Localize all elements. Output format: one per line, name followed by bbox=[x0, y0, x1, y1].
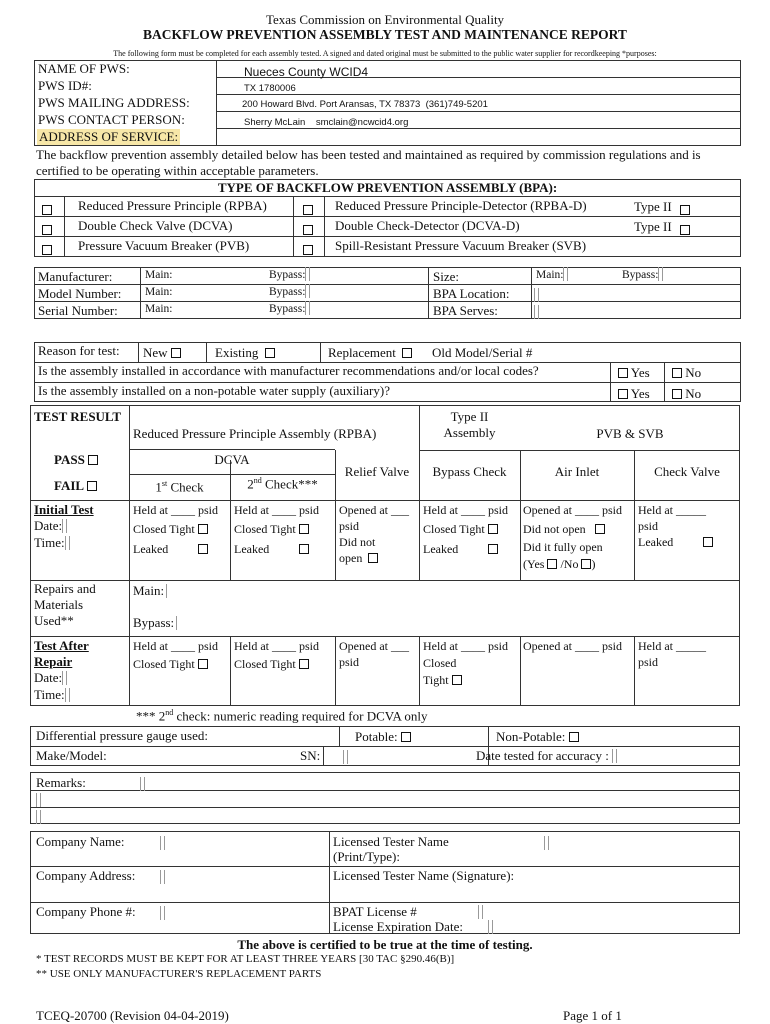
initial-first-check-held-at[interactable]: Held at ____ psid bbox=[133, 503, 219, 517]
serves-label: BPA Serves: bbox=[433, 303, 498, 318]
pws-mailing-label: PWS MAILING ADDRESS: bbox=[38, 95, 190, 110]
pws-id-field[interactable]: TX 1780006 bbox=[244, 83, 296, 94]
initial-air-inlet-opened-at[interactable]: Opened at ____ psid bbox=[523, 503, 622, 517]
pws-id-label: PWS ID#: bbox=[38, 78, 92, 93]
model-label: Model Number: bbox=[38, 286, 122, 301]
after-check-valve[interactable]: Held at _____ psid bbox=[638, 639, 706, 669]
after-air-inlet-opened-at[interactable]: Opened at ____ psid bbox=[523, 639, 622, 653]
initial-air-inlet-did-not-open[interactable]: Did not open bbox=[523, 521, 605, 538]
pvb-checkbox[interactable] bbox=[42, 241, 52, 259]
install-codes-yes[interactable]: Yes bbox=[618, 365, 650, 381]
initial-second-check-held-at[interactable]: Held at ____ psid bbox=[234, 503, 320, 517]
initial-second-check-closed-tight[interactable]: Closed Tight bbox=[234, 521, 309, 538]
tester-signature-label: Licensed Tester Name (Signature): bbox=[333, 868, 515, 883]
agency-name: Texas Commission on Environmental Quality bbox=[265, 12, 505, 27]
manufacturer-bypass-field[interactable]: Bypass: bbox=[269, 267, 310, 284]
reason-label: Reason for test: bbox=[38, 343, 120, 358]
svb-checkbox[interactable] bbox=[303, 241, 313, 259]
fail-checkbox[interactable] bbox=[87, 481, 97, 491]
serial-main-label: Main: bbox=[145, 303, 173, 315]
reason-replacement-checkbox[interactable] bbox=[402, 348, 412, 358]
pws-mailing-field[interactable]: 200 Howard Blvd. Port Aransas, TX 78373 (361)749-5201 bbox=[242, 99, 488, 110]
bpat-license-field[interactable] bbox=[478, 903, 483, 921]
dcva-label: Double Check Valve (DCVA) bbox=[78, 218, 233, 233]
reason-new[interactable]: New bbox=[143, 345, 181, 361]
test-after-repair-label: Test After Repair bbox=[34, 638, 89, 669]
repairs-main-field[interactable]: Main: bbox=[133, 583, 167, 599]
manufacturer-label: Manufacturer: bbox=[38, 269, 113, 284]
pvb-svb-header: PVB & SVB bbox=[596, 426, 664, 441]
initial-first-check-closed-tight[interactable]: Closed Tight bbox=[133, 521, 208, 538]
pws-contact-label: PWS CONTACT PERSON: bbox=[38, 112, 185, 127]
initial-bypass-leaked[interactable]: Leaked bbox=[423, 541, 498, 558]
dcva-footnote: *** 2nd check: numeric reading required for DCVA only bbox=[136, 708, 428, 724]
license-expiration-field[interactable] bbox=[488, 918, 493, 936]
remarks-label: Remarks: bbox=[36, 775, 86, 790]
remarks-line-2[interactable] bbox=[36, 791, 41, 809]
initial-test-label: Initial Test bbox=[34, 502, 94, 517]
reason-existing[interactable]: Existing bbox=[215, 345, 275, 361]
pws-contact-field[interactable]: Sherry McLain smclain@ncwcid4.org bbox=[244, 117, 409, 128]
install-codes-no[interactable]: No bbox=[672, 365, 701, 381]
initial-date-field[interactable]: Date: bbox=[34, 518, 67, 534]
repairs-label: Repairs and Materials Used** bbox=[34, 581, 96, 628]
second-check-header: 2nd Check*** bbox=[247, 476, 318, 492]
records-note: * TEST RECORDS MUST BE KEPT FOR AT LEAST THREE YEARS [30 TAC §290.46(B)] bbox=[36, 953, 455, 965]
company-phone-field[interactable] bbox=[160, 904, 165, 922]
page-number: Page 1 of 1 bbox=[563, 1008, 622, 1023]
tester-name-field[interactable] bbox=[544, 834, 549, 852]
parts-note: ** USE ONLY MANUFACTURER'S REPLACEMENT PARTS bbox=[36, 968, 322, 980]
manufacturer-main-label: Main: bbox=[145, 269, 173, 281]
old-model-serial-field[interactable]: Old Model/Serial # bbox=[432, 345, 533, 360]
reason-replacement[interactable]: Replacement bbox=[328, 345, 412, 361]
install-codes-yes-checkbox[interactable] bbox=[618, 368, 628, 378]
initial-air-inlet-yes-no[interactable]: (Yes /No ) bbox=[523, 557, 596, 571]
reason-existing-checkbox[interactable] bbox=[265, 348, 275, 358]
serial-bypass-field[interactable]: Bypass: bbox=[269, 301, 310, 318]
rpba-label: Reduced Pressure Principle (RPBA) bbox=[78, 198, 267, 213]
reason-new-checkbox[interactable] bbox=[171, 348, 181, 358]
gauge-date-tested-field[interactable]: Date tested for accuracy : bbox=[476, 748, 617, 764]
form-title: BACKFLOW PREVENTION ASSEMBLY TEST AND MAINTENANCE REPORT bbox=[143, 27, 627, 42]
after-bypass[interactable]: Held at ____ psid Closed Tight bbox=[423, 639, 509, 687]
service-address-field[interactable] bbox=[216, 129, 741, 145]
initial-time-field[interactable]: Time: bbox=[34, 535, 70, 551]
initial-air-inlet-fully-open: Did it fully open bbox=[523, 540, 603, 554]
after-second-check-held-at[interactable]: Held at ____ psid bbox=[234, 639, 320, 653]
company-address-field[interactable] bbox=[160, 868, 165, 886]
rpba-checkbox[interactable] bbox=[42, 201, 52, 219]
repairs-bypass-field[interactable]: Bypass: bbox=[133, 615, 177, 631]
fail-option[interactable]: FAIL bbox=[54, 478, 97, 494]
certification-text: The backflow prevention assembly detailed below has been tested and maintained as required by commission regulations and is certified to be operating within acceptable parameters. bbox=[36, 147, 701, 178]
gauge-non-potable[interactable]: Non-Potable: bbox=[496, 729, 579, 745]
relief-valve-header: Relief Valve bbox=[344, 464, 410, 479]
dcva-header: DCVA bbox=[214, 452, 250, 467]
non-potable-no[interactable]: No bbox=[672, 386, 701, 402]
bpat-license-label: BPAT License # License Expiration Date: bbox=[333, 904, 463, 934]
size-label: Size: bbox=[433, 269, 459, 284]
remarks-line-3[interactable] bbox=[36, 808, 41, 826]
tester-signature-field[interactable] bbox=[533, 868, 733, 900]
company-name-field[interactable] bbox=[160, 834, 165, 852]
type2-assembly-header: Type II Assembly bbox=[443, 409, 496, 440]
certified-statement: The above is certified to be true at the time of testing. bbox=[237, 937, 533, 952]
initial-bypass-held-at[interactable]: Held at ____ psid bbox=[423, 503, 509, 517]
rpba-d-type2-label: Type II bbox=[634, 199, 672, 214]
company-phone-label: Company Phone #: bbox=[36, 904, 136, 919]
non-potable-yes-checkbox[interactable] bbox=[618, 389, 628, 399]
install-codes-no-checkbox[interactable] bbox=[672, 368, 682, 378]
pws-name-field[interactable]: Nueces County WCID4 bbox=[244, 65, 369, 79]
dcva-d-checkbox[interactable] bbox=[303, 221, 313, 239]
size-main-field[interactable]: Main: bbox=[536, 267, 568, 284]
first-check-header: 1st Check bbox=[155, 479, 204, 495]
dcva-checkbox[interactable] bbox=[42, 221, 52, 239]
size-bypass-field[interactable]: Bypass: bbox=[622, 267, 663, 284]
remarks-section bbox=[30, 772, 740, 824]
gauge-make-model-label: Make/Model: bbox=[36, 748, 107, 763]
after-relief-valve[interactable]: Opened at ___ psid bbox=[339, 639, 409, 669]
initial-check-valve[interactable]: Held at _____ psid Leaked bbox=[638, 502, 713, 550]
dcva-d-type2-label: Type II bbox=[634, 219, 672, 234]
pass-checkbox[interactable] bbox=[88, 455, 98, 465]
pvb-label: Pressure Vacuum Breaker (PVB) bbox=[78, 238, 250, 253]
dcva-d-type2-checkbox[interactable] bbox=[680, 221, 690, 239]
model-main-label: Main: bbox=[145, 286, 173, 298]
after-first-check-held-at[interactable]: Held at ____ psid bbox=[133, 639, 219, 653]
location-field[interactable] bbox=[534, 286, 539, 304]
check-valve-header: Check Valve bbox=[654, 464, 720, 479]
test-result-heading: TEST RESULT bbox=[34, 409, 122, 424]
dcva-d-label: Double Check-Detector (DCVA-D) bbox=[335, 218, 520, 233]
pws-name-label: NAME OF PWS: bbox=[38, 61, 130, 76]
after-first-check-closed-tight[interactable]: Closed Tight bbox=[133, 656, 208, 673]
initial-first-check-leaked[interactable]: Leaked bbox=[133, 541, 208, 558]
tester-name-label: Licensed Tester Name (Print/Type): bbox=[333, 834, 449, 864]
non-potable-yes[interactable]: Yes bbox=[618, 386, 650, 402]
location-label: BPA Location: bbox=[433, 286, 510, 301]
pass-option[interactable]: PASS bbox=[54, 452, 98, 468]
non-potable-question: Is the assembly installed on a non-potable water supply (auxiliary)? bbox=[38, 383, 390, 398]
bypass-check-header: Bypass Check bbox=[432, 464, 507, 479]
gauge-sn-label: SN: bbox=[300, 748, 321, 763]
initial-relief-valve[interactable]: Opened at ___ psid Did not open bbox=[339, 503, 409, 565]
gauge-sn-field[interactable] bbox=[343, 748, 348, 766]
air-inlet-header: Air Inlet bbox=[554, 464, 600, 479]
company-name-label: Company Name: bbox=[36, 834, 125, 849]
bpa-type-heading: TYPE OF BACKFLOW PREVENTION ASSEMBLY (BPA): bbox=[217, 180, 558, 195]
model-bypass-field[interactable]: Bypass: bbox=[269, 284, 310, 301]
company-address-label: Company Address: bbox=[36, 868, 136, 883]
after-second-check-closed-tight[interactable]: Closed Tight bbox=[234, 656, 309, 673]
install-codes-question: Is the assembly installed in accordance with manufacturer recommendations and/or local codes? bbox=[38, 363, 539, 378]
rpba-d-label: Reduced Pressure Principle-Detector (RPBA-D) bbox=[335, 198, 587, 213]
form-id: TCEQ-20700 (Revision 04-04-2019) bbox=[36, 1008, 229, 1023]
initial-bypass-closed-tight[interactable]: Closed Tight bbox=[423, 521, 498, 538]
rpba-d-type2-checkbox[interactable] bbox=[680, 201, 690, 219]
after-time-field[interactable]: Time: bbox=[34, 687, 70, 703]
initial-second-check-leaked[interactable]: Leaked bbox=[234, 541, 309, 558]
serial-label: Serial Number: bbox=[38, 303, 118, 318]
gauge-potable[interactable]: Potable: bbox=[355, 729, 411, 745]
after-date-field[interactable]: Date: bbox=[34, 670, 67, 686]
gauge-potable-checkbox[interactable] bbox=[401, 732, 411, 742]
gauge-non-potable-checkbox[interactable] bbox=[569, 732, 579, 742]
form-instructions: The following form must be completed for each assembly tested. A signed and dated original must be submitted to the public water supplier for recordkeeping *purposes: bbox=[113, 49, 657, 58]
service-address-label: ADDRESS OF SERVICE: bbox=[39, 129, 179, 144]
remarks-field[interactable] bbox=[140, 775, 145, 793]
serves-field[interactable] bbox=[534, 303, 539, 321]
gauge-label: Differential pressure gauge used: bbox=[36, 728, 208, 743]
rpba-column-header: Reduced Pressure Principle Assembly (RPBA) bbox=[133, 426, 377, 441]
non-potable-no-checkbox[interactable] bbox=[672, 389, 682, 399]
svb-label: Spill-Resistant Pressure Vacuum Breaker (SVB) bbox=[335, 238, 587, 253]
rpba-d-checkbox[interactable] bbox=[303, 201, 313, 219]
